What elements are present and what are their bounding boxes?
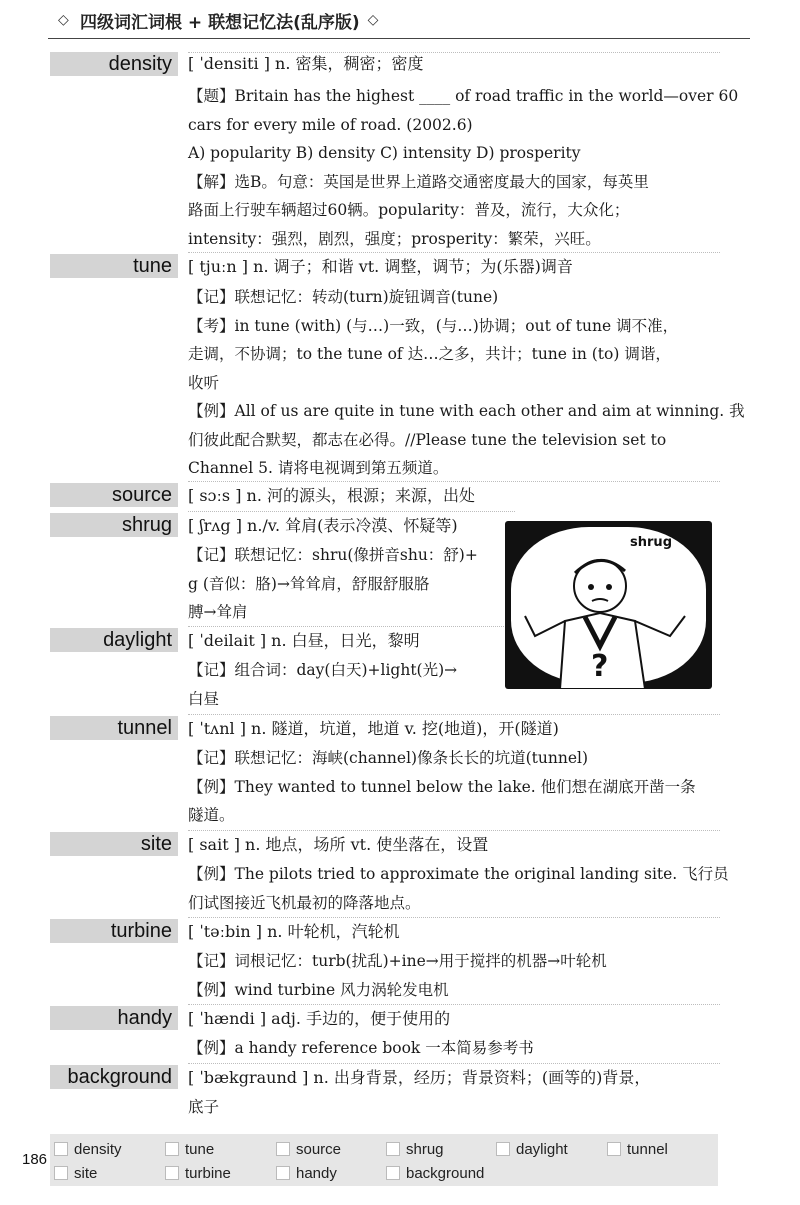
diamond-icon: ◇ (58, 12, 69, 28)
definition: [ ˈtəːbin ] n. 叶轮机，汽轮机 (188, 922, 400, 941)
entry-tunnel (50, 716, 720, 826)
definition: [ ˈhændi ] adj. 手边的，便于使用的 (188, 1009, 451, 1028)
line: g (音似：胳)→耸耸肩，舒服舒服胳 (188, 574, 430, 593)
definition: [ sɔːs ] n. 河的源头，根源；来源，出处 (188, 486, 475, 505)
headword-bar: turbine (50, 919, 178, 943)
checklist-item[interactable] (607, 1138, 668, 1160)
line: 【记】词根记忆：turb(扰乱)+ine→用于搅拌的机器→叶轮机 (188, 952, 607, 970)
page-number: 186 (22, 1151, 48, 1168)
line: 路面上行驶车辆超过60辆。popularity：普及，流行，大众化； (188, 201, 630, 219)
checkbox-icon[interactable] (386, 1142, 400, 1156)
checklist-label: source (296, 1140, 342, 1158)
definition: [ ˈtʌnl ] n. 隧道，坑道，地道 v. 挖(地道)，开(隧道) (188, 719, 559, 738)
checkbox-icon[interactable] (276, 1166, 290, 1180)
checklist-item[interactable] (276, 1138, 341, 1160)
definition: [ tjuːn ] n. 调子；和谐 vt. 调整，调节；为(乐器)调音 (188, 257, 573, 276)
line: 【例】The pilots tried to approximate the original landing site. 飞行员 (188, 865, 729, 883)
line: 们试图接近飞机最初的降落地点。 (188, 893, 421, 912)
shrug-illustration (505, 521, 712, 689)
entry-source (50, 483, 720, 509)
checklist-item[interactable] (165, 1162, 231, 1184)
checkbox-icon[interactable] (386, 1166, 400, 1180)
checklist-item[interactable] (386, 1162, 484, 1184)
line: 【记】联想记忆：海峡(channel)像条长长的坑道(tunnel) (188, 749, 588, 767)
line: 走调，不协调；to the tune of 达…之多，共计；tune in (to) 调谐， (188, 345, 671, 363)
line: 隧道。 (188, 806, 235, 824)
entry-lines (188, 283, 745, 483)
line: 们彼此配合默契，都志在必得。//Please tune the television set to (188, 430, 667, 449)
line: 【解】选B。句意：英国是世界上道路交通密度最大的国家，每英里 (188, 172, 649, 191)
shrugging-person-icon (505, 521, 712, 689)
entry-lines (188, 744, 720, 830)
checklist-item[interactable] (386, 1138, 444, 1160)
headword-bar: density (50, 52, 178, 76)
header-rule (48, 38, 750, 39)
entry-site (50, 832, 729, 912)
checklist-label: daylight (516, 1140, 568, 1158)
line: 收听 (188, 373, 220, 392)
definition: [ ˈdeilait ] n. 白昼，日光，黎明 (188, 631, 420, 650)
svg-text:?: ? (591, 649, 609, 684)
entry-lines (188, 82, 739, 253)
line: A) popularity B) density C) intensity D) prosperity (188, 144, 581, 162)
line: 膊→耸肩 (188, 603, 248, 621)
entry-turbine (50, 919, 720, 999)
headword-bar: tune (50, 254, 178, 278)
line: 【记】联想记忆：shru(像拼音shu：舒)+ (188, 546, 478, 564)
checkbox-icon[interactable] (276, 1142, 290, 1156)
line: 【例】They wanted to tunnel below the lake. 他们想在湖底开凿一条 (188, 777, 696, 796)
definition: [ sait ] n. 地点，场所 vt. 使坐落在，设置 (188, 835, 489, 854)
checklist-item[interactable] (54, 1138, 122, 1160)
headword-bar: tunnel (50, 716, 178, 740)
headword-bar: site (50, 832, 178, 856)
line: cars for every mile of road. (2002.6) (188, 115, 473, 134)
definition: [ ˈdensiti ] n. 密集，稠密；密度 (188, 54, 424, 73)
header-title: 四级词汇词根 + 联想记忆法(乱序版) (80, 12, 360, 33)
entry-tune (50, 254, 745, 479)
checklist-label: shrug (406, 1140, 444, 1158)
illustration-label: shrug (630, 535, 672, 550)
checklist-label: tune (185, 1140, 215, 1158)
checkbox-icon[interactable] (54, 1142, 68, 1156)
entry-density (50, 52, 739, 252)
headword-bar: handy (50, 1006, 178, 1030)
entry-lines (188, 947, 720, 1004)
checklist-item[interactable] (54, 1162, 97, 1184)
checkbox-icon[interactable] (165, 1166, 179, 1180)
entry-lines (188, 1034, 720, 1063)
checklist-item[interactable] (165, 1138, 214, 1160)
headword-bar: source (50, 483, 178, 507)
entry-background (50, 1065, 720, 1125)
checklist-label: turbine (185, 1164, 231, 1182)
page-header (50, 6, 390, 34)
checkbox-icon[interactable] (607, 1142, 621, 1156)
line: 【记】联想记忆：转动(turn)旋钮调音(tune) (188, 288, 499, 306)
checklist-item[interactable] (276, 1162, 337, 1184)
line: Channel 5. 请将电视调到第五频道。 (188, 459, 449, 477)
entry-lines (188, 1093, 720, 1122)
checklist-item[interactable] (496, 1138, 568, 1160)
definition: [ ˈbækgraund ] n. 出身背景，经历；背景资料；(画等的)背景， (188, 1068, 651, 1087)
checklist-label: handy (296, 1164, 337, 1182)
checklist-label: site (74, 1164, 98, 1182)
line: 【题】Britain has the highest ____ of road traffic in the world—over 60 (188, 87, 739, 105)
headword-bar: shrug (50, 513, 178, 537)
line: 底子 (188, 1098, 220, 1116)
headword-bar: background (50, 1065, 178, 1089)
checkbox-icon[interactable] (165, 1142, 179, 1156)
definition: [ ʃrʌg ] n./v. 耸肩(表示冷漠、怀疑等) (188, 516, 458, 535)
line: 【记】组合词：day(白天)+light(光)→ (188, 661, 458, 679)
checkbox-icon[interactable] (54, 1166, 68, 1180)
line: 【考】in tune (with) (与…)一致，(与…)协调；out of tune 调不准， (188, 316, 679, 335)
checkbox-icon[interactable] (496, 1142, 510, 1156)
line: 【例】All of us are quite in tune with each other and aim at winning. 我 (188, 402, 745, 420)
diamond-icon: ◇ (367, 12, 379, 28)
checklist-label: density (74, 1140, 122, 1158)
checklist-label: background (406, 1164, 485, 1182)
line: 【例】a handy reference book 一本简易参考书 (188, 1039, 534, 1057)
headword-bar: daylight (50, 628, 178, 652)
line: intensity：强烈，剧烈，强度；prosperity：繁荣，兴旺。 (188, 229, 601, 248)
checklist-label: tunnel (627, 1140, 668, 1158)
line: 白昼 (188, 689, 220, 708)
entry-lines (188, 860, 729, 917)
entry-handy (50, 1006, 720, 1061)
line: 【例】wind turbine 风力涡轮发电机 (188, 980, 449, 999)
